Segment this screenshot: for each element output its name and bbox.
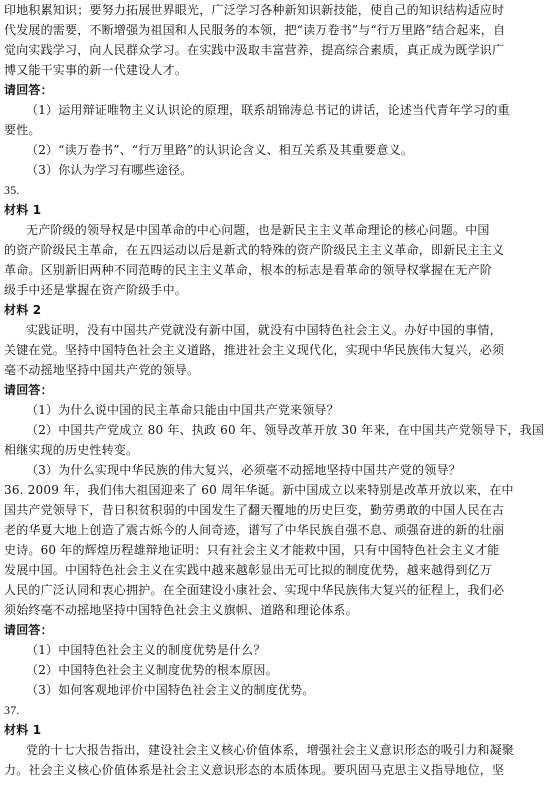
text-line: 史诗。60 年的辉煌历程雄辩地证明：只有社会主义才能救中国，只有中国特色社会主义才能 (4, 543, 500, 557)
paragraph-line: （2）中国特色社会主义制度优势的根本原因。 (26, 663, 278, 677)
paragraph-line: （1）为什么说中国的民主革命只能由中国共产党来领导？ (26, 403, 339, 417)
text-line: 发展中国。中国特色社会主义在实践中越来越彰显出无可比拟的制度优势，越来越得到亿万 (4, 563, 493, 577)
section-heading: 材料 1 (4, 203, 42, 217)
paragraph-line: （3）为什么实现中华民族的伟大复兴，必须毫不动摇地坚持中国共产党的领导？ (26, 463, 461, 477)
text-line: 级手中还是掌握在资产阶级手中。 (4, 283, 188, 297)
paragraph-line: （2）“读万卷书”、“行万里路”的认识论含义、相互关系及其重要意义。 (26, 143, 413, 157)
text-line: 老的华夏大地上创造了震古烁今的人间奇迹，谱写了中华民族自强不息、顽强奋进的新的壮丽 (4, 523, 505, 537)
section-heading: 请回答： (4, 383, 53, 397)
section-heading: 请回答： (4, 83, 53, 97)
paragraph-line: （1）中国特色社会主义的制度优势是什么？ (26, 643, 266, 657)
section-heading: 材料 1 (4, 723, 42, 737)
document-body (4, 0, 556, 780)
text-line: 相继实现的历史性转变。 (4, 443, 139, 457)
text-line: 革命。区别新旧两种不同范畴的民主主义革命，根本的标志是看革命的领导权掌握在无产阶 (4, 263, 493, 277)
text-line: 力。社会主义核心价值体系是社会主义意识形态的本质体现。要巩固马克思主义指导地位，坚 (4, 763, 505, 777)
text-line: 印地积累知识；要努力拓展世界眼光，广泛学习各种新知识新技能，使自己的知识结构适应时 (4, 3, 505, 17)
text-line: 代发展的需要，不断增强为祖国和人民服务的本领，把“读万卷书”与“行万里路”结合起来，自 (4, 23, 506, 37)
question-number: 35. (4, 183, 20, 197)
paragraph-line: 实践证明，没有中国共产党就没有新中国，就没有中国特色社会主义。办好中国的事情， (26, 323, 502, 337)
text-line: 须始终毫不动摇地坚持中国特色社会主义旗帜、道路和理论体系。 (4, 603, 358, 617)
text-line: 国共产党领导下，昔日积贫积弱的中国发生了翻天覆地的历史巨变，勤劳勇敢的中国人民在古 (4, 503, 505, 517)
text-line: 要性。 (4, 123, 41, 137)
section-heading: 材料 2 (4, 303, 42, 317)
paragraph-line: 无产阶级的领导权是中国革命的中心问题，也是新民主主义革命理论的核心问题。中国 (26, 223, 490, 237)
section-heading: 请回答： (4, 623, 53, 637)
paragraph-line: （3）如何客观地评价中国特色社会主义的制度优势。 (26, 683, 315, 697)
paragraph-line: （1）运用辩证唯物主义认识论的原理，联系胡锦涛总书记的讲话，论述当代青年学习的重 (26, 103, 510, 117)
question-number: 37. (4, 703, 20, 717)
paragraph-line: 党的十七大报告指出，建设社会主义核心价值体系，增强社会主义意识形态的吸引力和凝聚 (26, 743, 515, 757)
text-line: 毫不动摇地坚持中国共产党的领导。 (4, 363, 200, 377)
text-line: 的资产阶级民主革命，在五四运动以后是新式的特殊的资产阶级民主主义革命，即新民主主义 (4, 243, 505, 257)
text-line: 36. 2009 年，我们伟大祖国迎来了 60 周年华诞。新中国成立以来特别是改革开放以来，在中 (4, 483, 514, 497)
text-line: 觉向实践学习，向人民群众学习。在实践中汲取丰富营养，提高综合素质，真正成为既学识广 (4, 43, 505, 57)
paragraph-line: （2）中国共产党成立 80 年、执政 60 年、领导改革开放 30 年来，在中国共产党领导下，我国 (26, 423, 545, 437)
text-line: 关键在党。坚持中国特色社会主义道路，推进社会主义现代化，实现中华民族伟大复兴，必须 (4, 343, 505, 357)
text-line: 博又能干实事的新一代建设人才。 (4, 63, 188, 77)
text-line: 人民的广泛认同和衷心拥护。在全面建设小康社会、实现中华民族伟大复兴的征程上，我们必 (4, 583, 505, 597)
paragraph-line: （3）你认为学习有哪些途径。 (26, 163, 193, 177)
